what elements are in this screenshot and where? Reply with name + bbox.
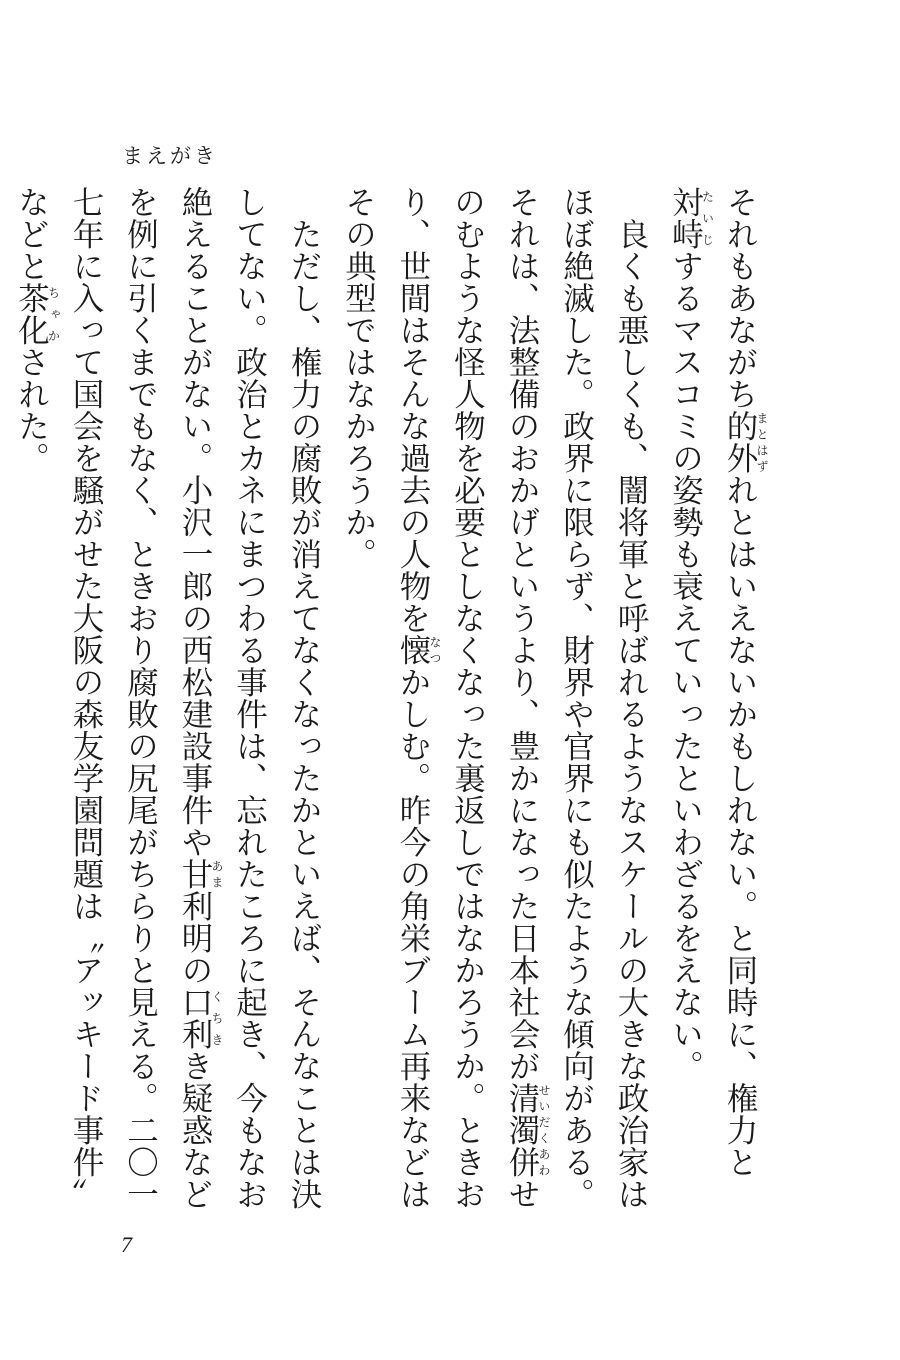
ruby-reading: せいだくあわ xyxy=(537,1082,551,1178)
ruby-annotation xyxy=(177,986,224,1050)
text-segment: 利明の xyxy=(177,890,213,986)
text-segment: された。 xyxy=(13,346,50,474)
paragraph xyxy=(0,186,4,1236)
text-segment: れとはいえないかもしれない。と同時に、権力と xyxy=(722,474,758,1178)
text-segment: するマスコミの姿勢も衰えていったといわざるをえない。 xyxy=(667,250,704,1082)
text-segment: き疑惑などを例に引くまでもなく、ときおり腐敗の尻尾がちらりと見える。二〇一七年に入って国会を騒がせた大阪の森友学園問題は〝アッキード事件〟などと xyxy=(13,186,213,1210)
ruby-reading: まとはず xyxy=(755,410,769,474)
ruby-reading: ちゃか xyxy=(46,282,61,346)
paragraph xyxy=(331,186,658,1236)
text-segment: ただし、権力の腐敗が消えてなくなったかといえば、そんなことは決してない。政治とカネにまつわる事件は、忘れたころに起き、今もなお絶えることがない。小沢一郎の西松建設事件や xyxy=(177,186,322,1210)
ruby-annotation xyxy=(722,410,769,474)
vertical-body-text xyxy=(0,186,768,1236)
ruby-base: 的外 xyxy=(722,410,758,474)
paragraph xyxy=(4,186,331,1236)
page-number: 7 xyxy=(121,1232,132,1257)
ruby-reading: くちき xyxy=(210,986,224,1050)
ruby-annotation xyxy=(504,1082,551,1178)
ruby-base: 甘 xyxy=(177,858,213,890)
ruby-annotation xyxy=(667,186,715,250)
ruby-base: 清濁併 xyxy=(504,1082,540,1178)
text-segment: かしむ。昨今の角栄ブーム再来などはその典型ではなかろうか。 xyxy=(340,186,431,1210)
ruby-reading: たいじ xyxy=(700,186,715,250)
text-segment: せのむような怪人物を必要としなくなった裏返しではなかろうか。ときおり、世間はそんな過去の人物を xyxy=(395,186,540,1210)
ruby-annotation xyxy=(13,282,61,346)
ruby-base: 茶化 xyxy=(13,282,50,346)
ruby-base: 口利 xyxy=(177,986,213,1050)
ruby-base: 対峙 xyxy=(667,186,704,250)
ruby-base: 懐 xyxy=(395,634,431,666)
text-segment: それもあながち xyxy=(722,186,758,410)
running-head: まえがき xyxy=(122,144,218,168)
ruby-annotation xyxy=(177,858,224,890)
paragraph xyxy=(658,186,768,1236)
ruby-reading: あま xyxy=(210,858,224,890)
text-segment: 良くも悪しくも、闇将軍と呼ばれるようなスケールの大きな政治家はほぼ絶滅した。政界に限らず、財界や官界にも似たような傾向がある。それは、法整備のおかげというより、豊かになった日本社会が xyxy=(504,186,649,1210)
ruby-reading: なつ xyxy=(428,634,442,666)
ruby-annotation xyxy=(395,634,442,666)
